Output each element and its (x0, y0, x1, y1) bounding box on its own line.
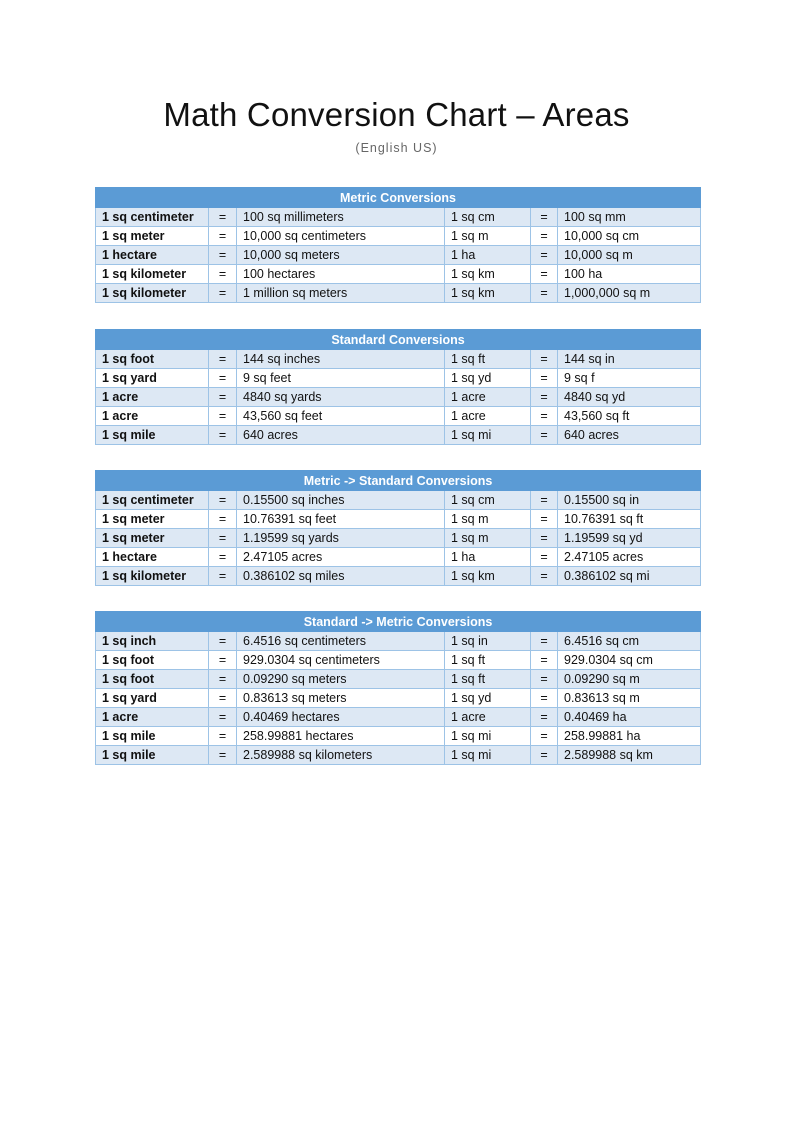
equals-sign-cell: = (209, 426, 237, 445)
table-row (96, 388, 701, 407)
table-row (96, 350, 701, 369)
from-abbr-cell: 1 sq km (445, 265, 531, 284)
equals-sign-cell: = (209, 632, 237, 651)
equals-sign-cell: = (531, 689, 558, 708)
from-abbr-cell: 1 sq ft (445, 651, 531, 670)
from-unit-cell: 1 acre (96, 407, 209, 426)
from-unit-cell: 1 sq centimeter (96, 208, 209, 227)
equals-sign-cell: = (209, 670, 237, 689)
table-row (96, 689, 701, 708)
to-value-cell: 9 sq feet (237, 369, 445, 388)
table-row (96, 632, 701, 651)
to-abbr-cell: 10.76391 sq ft (558, 510, 701, 529)
from-abbr-cell: 1 sq m (445, 227, 531, 246)
page-subtitle: (English US) (355, 141, 438, 155)
from-unit-cell: 1 sq foot (96, 670, 209, 689)
to-abbr-cell: 0.386102 sq mi (558, 567, 701, 586)
from-abbr-cell: 1 sq mi (445, 426, 531, 445)
table-row (96, 567, 701, 586)
equals-sign-cell: = (209, 651, 237, 670)
from-abbr-cell: 1 sq cm (445, 491, 531, 510)
from-unit-cell: 1 sq meter (96, 510, 209, 529)
from-abbr-cell: 1 acre (445, 407, 531, 426)
from-unit-cell: 1 sq foot (96, 651, 209, 670)
from-unit-cell: 1 sq mile (96, 727, 209, 746)
to-abbr-cell: 1,000,000 sq m (558, 284, 701, 303)
table-row (96, 208, 701, 227)
equals-sign-cell: = (209, 548, 237, 567)
equals-sign-cell: = (209, 350, 237, 369)
from-unit-cell: 1 acre (96, 708, 209, 727)
equals-sign-cell: = (209, 227, 237, 246)
to-value-cell: 10,000 sq meters (237, 246, 445, 265)
to-value-cell: 0.83613 sq meters (237, 689, 445, 708)
to-abbr-cell: 9 sq f (558, 369, 701, 388)
from-abbr-cell: 1 sq km (445, 567, 531, 586)
to-abbr-cell: 640 acres (558, 426, 701, 445)
from-abbr-cell: 1 sq mi (445, 727, 531, 746)
from-abbr-cell: 1 sq yd (445, 689, 531, 708)
equals-sign-cell: = (531, 510, 558, 529)
to-abbr-cell: 43,560 sq ft (558, 407, 701, 426)
table-row (96, 407, 701, 426)
equals-sign-cell: = (531, 746, 558, 765)
from-abbr-cell: 1 sq cm (445, 208, 531, 227)
from-unit-cell: 1 sq kilometer (96, 265, 209, 284)
from-abbr-cell: 1 sq mi (445, 746, 531, 765)
table-row (96, 548, 701, 567)
table-row (96, 708, 701, 727)
to-value-cell: 0.386102 sq miles (237, 567, 445, 586)
equals-sign-cell: = (531, 426, 558, 445)
from-unit-cell: 1 acre (96, 388, 209, 407)
table-heading: Standard Conversions (96, 330, 701, 350)
to-abbr-cell: 10,000 sq cm (558, 227, 701, 246)
table-row (96, 426, 701, 445)
to-value-cell: 1.19599 sq yards (237, 529, 445, 548)
to-abbr-cell: 0.40469 ha (558, 708, 701, 727)
to-value-cell: 100 sq millimeters (237, 208, 445, 227)
from-abbr-cell: 1 sq m (445, 510, 531, 529)
table-row (96, 369, 701, 388)
equals-sign-cell: = (531, 567, 558, 586)
to-abbr-cell: 0.83613 sq m (558, 689, 701, 708)
to-abbr-cell: 0.09290 sq m (558, 670, 701, 689)
to-abbr-cell: 2.47105 acres (558, 548, 701, 567)
from-abbr-cell: 1 acre (445, 708, 531, 727)
to-value-cell: 0.15500 sq inches (237, 491, 445, 510)
from-unit-cell: 1 sq mile (96, 746, 209, 765)
to-abbr-cell: 0.15500 sq in (558, 491, 701, 510)
equals-sign-cell: = (209, 284, 237, 303)
from-abbr-cell: 1 sq ft (445, 670, 531, 689)
to-abbr-cell: 100 sq mm (558, 208, 701, 227)
standard-conversions-table (95, 329, 701, 445)
from-unit-cell: 1 sq centimeter (96, 491, 209, 510)
to-value-cell: 2.47105 acres (237, 548, 445, 567)
table-row (96, 529, 701, 548)
table-row (96, 246, 701, 265)
to-value-cell: 929.0304 sq centimeters (237, 651, 445, 670)
to-abbr-cell: 100 ha (558, 265, 701, 284)
equals-sign-cell: = (209, 246, 237, 265)
equals-sign-cell: = (531, 350, 558, 369)
from-unit-cell: 1 sq yard (96, 369, 209, 388)
from-unit-cell: 1 sq kilometer (96, 567, 209, 586)
to-value-cell: 0.40469 hectares (237, 708, 445, 727)
to-abbr-cell: 2.589988 sq km (558, 746, 701, 765)
to-abbr-cell: 4840 sq yd (558, 388, 701, 407)
from-unit-cell: 1 sq meter (96, 529, 209, 548)
table-row (96, 491, 701, 510)
equals-sign-cell: = (531, 670, 558, 689)
table-row (96, 746, 701, 765)
from-unit-cell: 1 sq foot (96, 350, 209, 369)
from-abbr-cell: 1 sq ft (445, 350, 531, 369)
equals-sign-cell: = (531, 227, 558, 246)
page-title: Math Conversion Chart – Areas (163, 96, 630, 133)
to-abbr-cell: 144 sq in (558, 350, 701, 369)
equals-sign-cell: = (531, 491, 558, 510)
table-row (96, 284, 701, 303)
to-abbr-cell: 258.99881 ha (558, 727, 701, 746)
table-heading: Metric -> Standard Conversions (96, 471, 701, 491)
table-heading: Standard -> Metric Conversions (96, 612, 701, 632)
table-row (96, 510, 701, 529)
standard-to-metric-table (95, 611, 701, 765)
table-row (96, 227, 701, 246)
equals-sign-cell: = (209, 510, 237, 529)
to-value-cell: 640 acres (237, 426, 445, 445)
equals-sign-cell: = (209, 689, 237, 708)
equals-sign-cell: = (531, 265, 558, 284)
equals-sign-cell: = (531, 651, 558, 670)
equals-sign-cell: = (209, 407, 237, 426)
to-value-cell: 6.4516 sq centimeters (237, 632, 445, 651)
to-value-cell: 144 sq inches (237, 350, 445, 369)
equals-sign-cell: = (531, 407, 558, 426)
equals-sign-cell: = (531, 632, 558, 651)
from-unit-cell: 1 hectare (96, 548, 209, 567)
table-row (96, 651, 701, 670)
from-unit-cell: 1 sq mile (96, 426, 209, 445)
to-value-cell: 0.09290 sq meters (237, 670, 445, 689)
equals-sign-cell: = (531, 369, 558, 388)
table-row (96, 265, 701, 284)
equals-sign-cell: = (531, 208, 558, 227)
metric-to-standard-table (95, 470, 701, 586)
equals-sign-cell: = (531, 548, 558, 567)
equals-sign-cell: = (209, 265, 237, 284)
equals-sign-cell: = (209, 388, 237, 407)
equals-sign-cell: = (209, 746, 237, 765)
equals-sign-cell: = (209, 567, 237, 586)
from-abbr-cell: 1 sq yd (445, 369, 531, 388)
equals-sign-cell: = (531, 708, 558, 727)
to-value-cell: 1 million sq meters (237, 284, 445, 303)
to-value-cell: 43,560 sq feet (237, 407, 445, 426)
to-abbr-cell: 929.0304 sq cm (558, 651, 701, 670)
from-abbr-cell: 1 acre (445, 388, 531, 407)
from-unit-cell: 1 sq inch (96, 632, 209, 651)
metric-conversions-table (95, 187, 701, 303)
table-row (96, 670, 701, 689)
to-value-cell: 100 hectares (237, 265, 445, 284)
to-value-cell: 258.99881 hectares (237, 727, 445, 746)
table-heading: Metric Conversions (96, 188, 701, 208)
equals-sign-cell: = (209, 727, 237, 746)
from-abbr-cell: 1 sq in (445, 632, 531, 651)
from-unit-cell: 1 sq yard (96, 689, 209, 708)
table-row (96, 727, 701, 746)
equals-sign-cell: = (209, 529, 237, 548)
from-unit-cell: 1 sq meter (96, 227, 209, 246)
from-unit-cell: 1 hectare (96, 246, 209, 265)
to-value-cell: 2.589988 sq kilometers (237, 746, 445, 765)
from-abbr-cell: 1 sq m (445, 529, 531, 548)
to-value-cell: 10,000 sq centimeters (237, 227, 445, 246)
equals-sign-cell: = (209, 369, 237, 388)
from-unit-cell: 1 sq kilometer (96, 284, 209, 303)
equals-sign-cell: = (209, 491, 237, 510)
to-abbr-cell: 10,000 sq m (558, 246, 701, 265)
to-value-cell: 10.76391 sq feet (237, 510, 445, 529)
from-abbr-cell: 1 ha (445, 548, 531, 567)
equals-sign-cell: = (209, 208, 237, 227)
equals-sign-cell: = (531, 727, 558, 746)
from-abbr-cell: 1 sq km (445, 284, 531, 303)
equals-sign-cell: = (531, 284, 558, 303)
from-abbr-cell: 1 ha (445, 246, 531, 265)
to-value-cell: 4840 sq yards (237, 388, 445, 407)
equals-sign-cell: = (531, 529, 558, 548)
to-abbr-cell: 1.19599 sq yd (558, 529, 701, 548)
equals-sign-cell: = (531, 246, 558, 265)
to-abbr-cell: 6.4516 sq cm (558, 632, 701, 651)
equals-sign-cell: = (531, 388, 558, 407)
equals-sign-cell: = (209, 708, 237, 727)
